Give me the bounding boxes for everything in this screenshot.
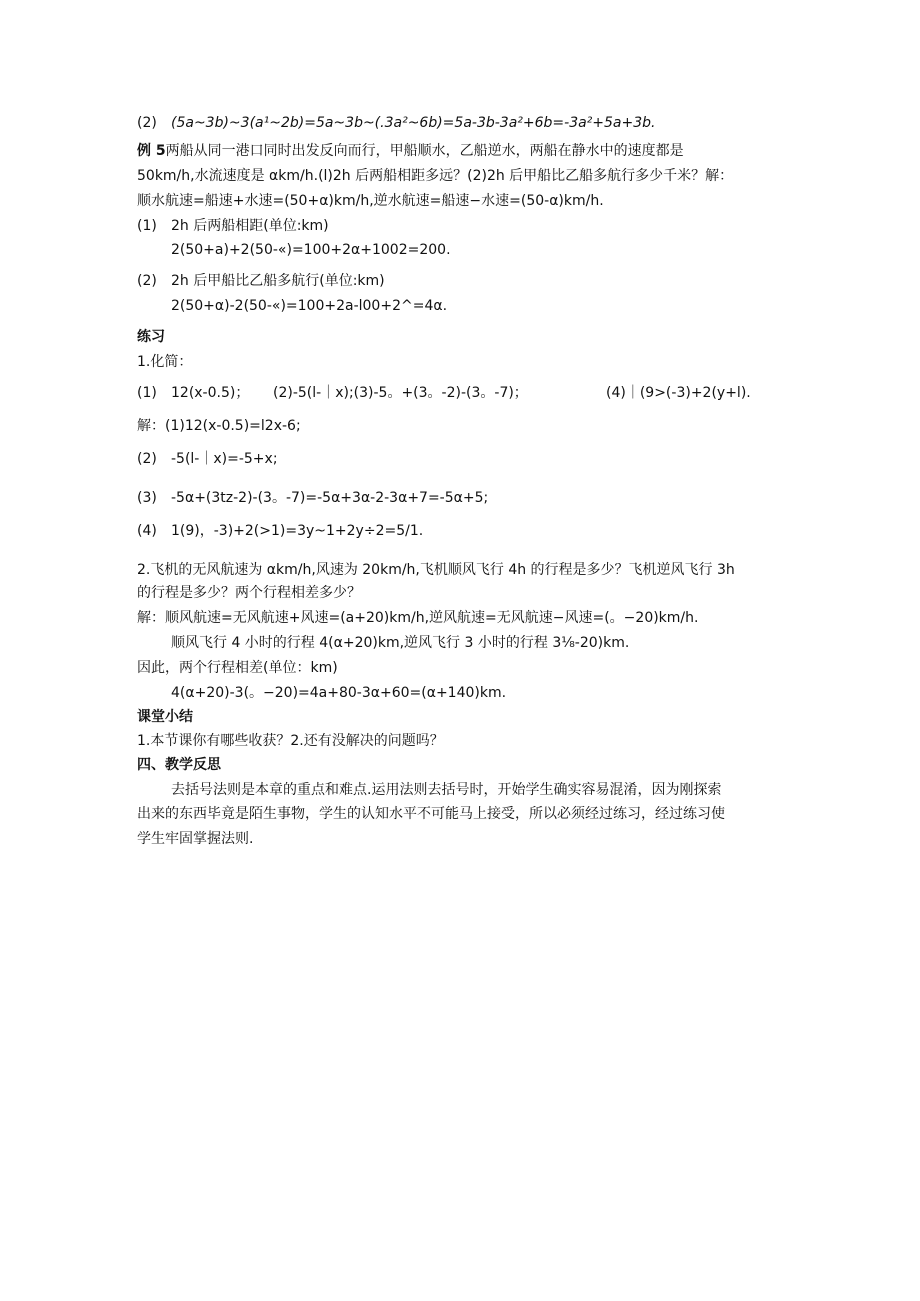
question-1-line [137,216,329,236]
practice-2-solution-3: 因此，两个行程相差(单位：km) [137,660,338,676]
item-number: (4) [137,523,157,539]
solution-line-4 [137,521,423,541]
item-number: (2) [137,115,157,131]
practice-2-line-2: 的行程是多少？两个行程相差多少？ [137,585,361,601]
question-1-calculation: 2(50+a)+2(50-«)=100+2α+1002=200. [171,242,451,258]
item-number: (3) [137,490,157,506]
question-2-calculation: 2(50+α)-2(50-«)=100+2a-l00+2^=4α. [171,298,448,314]
item-2-line [137,113,656,133]
item-text: -5(l-｜x)=-5+x; [171,451,278,467]
summary-text: 1.本节课你有哪些收获？2.还有没解决的问题吗？ [137,733,444,749]
reflection-line-3: 学生牢固掌握法则. [137,831,254,847]
item-number: (1) [137,218,157,234]
example-5-line-3: 顺水航速=船速+水速=(50+α)km/h,逆水航速=船速−水速=(50-α)km/h. [137,193,604,209]
item-text: 2h 后两船相距(单位:km) [171,218,329,234]
item-text: 1(9)，-3)+2(>1)=3y~1+2y÷2=5/1. [171,523,424,539]
practice-1-title: 1.化简： [137,354,193,370]
reflection-heading: 四、教学反思 [137,757,221,773]
solution-line-2 [137,449,278,469]
item-number: (1) [137,385,157,401]
practice-item-1: 12(x-0.5)； [171,385,250,401]
practice-2-solution-4: 4(α+20)-3(。−20)=4a+80-3α+60=(α+140)km. [171,685,507,701]
item-text: (5a~3b)~3(a¹~2b)=5a~3b~(.3a²~6b)=5a-3b-3a²+6b=-3a²+5a+3b. [171,115,656,131]
reflection-line-1: 去括号法则是本章的重点和难点.运用法则去括号时，开始学生确实容易混淆，因为刚探索 [171,782,722,798]
item-text: -5α+(3tz-2)-(3。-7)=-5α+3α-2-3α+7=-5α+5; [171,490,489,506]
item-number: (2) [137,273,157,289]
practice-1-items [137,383,249,403]
practice-2-solution-1: 解：顺风航速=无风航速+风速=(a+20)km/h,逆风航速=无风航速−风速=(。−20)km/h. [137,610,699,626]
item-text: 2h 后甲船比乙船多航行(单位:km) [171,273,385,289]
solution-line-1: 解：(1)12(x-0.5)=l2x-6; [137,418,301,434]
reflection-line-2: 出来的东西毕竟是陌生事物，学生的认知水平不可能马上接受，所以必须经过练习，经过练习使 [137,806,725,822]
question-2-line [137,271,385,291]
example-5-line-2: 50km/h,水流速度是 αkm/h.(l)2h 后两船相距多远？(2)2h 后甲船比乙船多航行多少千米？解： [137,168,734,184]
example-5-line-1 [137,141,684,161]
example-label: 例 5 [137,143,166,159]
solution-line-3 [137,488,488,508]
practice-2-solution-2: 顺风飞行 4 小时的行程 4(α+20)km,逆风飞行 3 小时的行程 3⅛-20)km. [171,635,630,651]
practice-heading: 练习 [137,329,165,345]
practice-items-2-3: (2)-5(l-｜x);(3)-5。+(3。-2)-(3。-7)； [273,385,528,401]
practice-2-line-1: 2.飞机的无风航速为 αkm/h,风速为 20km/h,飞机顺风飞行 4h 的行程是多少？飞机逆风飞行 3h [137,562,735,578]
practice-item-4: (4)｜(9>(-3)+2(y+l). [606,385,751,401]
example-text: 两船从同一港口同时出发反向而行，甲船顺水，乙船逆水，两船在静水中的速度都是 [165,143,684,159]
summary-heading: 课堂小结 [137,709,193,725]
item-number: (2) [137,451,157,467]
